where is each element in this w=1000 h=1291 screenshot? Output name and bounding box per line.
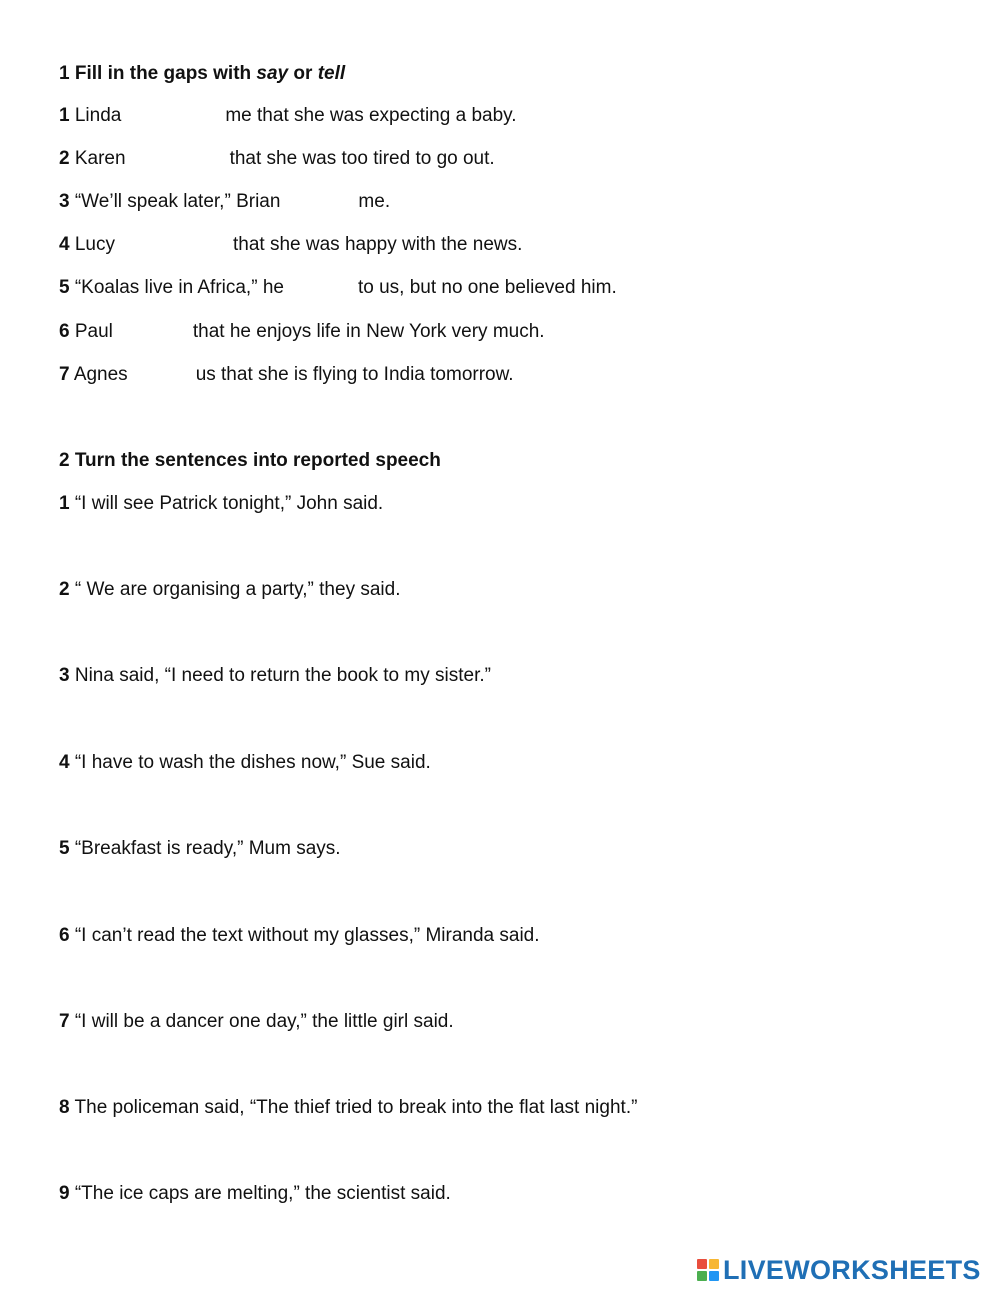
answer-gap[interactable] — [280, 192, 358, 212]
item-text: “I have to wash the dishes now,” Sue said. — [74, 752, 431, 773]
reported-speech-item-5 — [59, 837, 341, 861]
sentence-start: “We’ll speak later,” Brian — [74, 191, 281, 212]
sentence-number: 7 — [59, 364, 70, 385]
sentence-end: that she was happy with the news. — [233, 234, 523, 255]
sentence-start: Karen — [74, 148, 126, 169]
item-text: The policeman said, “The thief tried to break into the flat last night.” — [74, 1097, 638, 1118]
logo-block-icon — [697, 1271, 707, 1281]
section-1-number: 1 — [59, 63, 70, 84]
item-text: “ We are organising a party,” they said. — [74, 579, 401, 600]
section-2-heading — [59, 449, 441, 473]
logo-block-icon — [709, 1271, 719, 1281]
logo-block-icon — [709, 1259, 719, 1269]
liveworksheets-logo — [697, 1256, 981, 1284]
section-1-title-tell: tell — [317, 63, 346, 84]
reported-speech-item-3 — [59, 664, 491, 688]
section-2-title: Turn the sentences into reported speech — [74, 450, 441, 471]
item-number: 5 — [59, 838, 70, 859]
sentence-number: 1 — [59, 105, 70, 126]
sentence-number: 4 — [59, 234, 70, 255]
item-number: 7 — [59, 1011, 70, 1032]
item-number: 1 — [59, 493, 70, 514]
section-1-title: Fill in the gaps with — [74, 63, 257, 84]
sentence-end: me that she was expecting a baby. — [225, 105, 517, 126]
item-number: 8 — [59, 1097, 70, 1118]
sentence-end: me. — [358, 191, 391, 212]
reported-speech-item-1 — [59, 492, 383, 516]
item-text: “I can’t read the text without my glasses,” Miranda said. — [74, 925, 540, 946]
item-number: 2 — [59, 579, 70, 600]
gap-sentence-1 — [59, 104, 517, 128]
reported-speech-item-2 — [59, 578, 400, 602]
logo-text: LIVEWORKSHEETS — [723, 1254, 981, 1285]
section-2-number: 2 — [59, 450, 70, 471]
sentence-end: that he enjoys life in New York very much. — [192, 321, 545, 342]
answer-gap[interactable] — [115, 235, 233, 255]
item-text: “I will be a dancer one day,” the little girl said. — [74, 1011, 454, 1032]
item-number: 3 — [59, 665, 70, 686]
sentence-start: Paul — [74, 321, 113, 342]
sentence-start: Linda — [74, 105, 122, 126]
sentence-end: us that she is flying to India tomorrow. — [195, 364, 514, 385]
reported-speech-item-9 — [59, 1182, 451, 1206]
logo-block-icon — [697, 1259, 707, 1269]
reported-speech-item-4 — [59, 751, 431, 775]
sentence-start: Lucy — [74, 234, 115, 255]
section-1-heading — [59, 62, 345, 86]
logo-blocks-icon — [697, 1259, 719, 1281]
reported-speech-item-7 — [59, 1010, 454, 1034]
sentence-number: 3 — [59, 191, 70, 212]
gap-sentence-5 — [59, 276, 617, 300]
item-text: “I will see Patrick tonight,” John said. — [74, 493, 384, 514]
item-text: “The ice caps are melting,” the scientist said. — [74, 1183, 451, 1204]
item-text: Nina said, “I need to return the book to my sister.” — [74, 665, 491, 686]
gap-sentence-6 — [59, 320, 545, 344]
sentence-end: that she was too tired to go out. — [229, 148, 495, 169]
sentence-start: Agnes — [73, 364, 128, 385]
answer-gap[interactable] — [284, 278, 358, 298]
gap-sentence-4 — [59, 233, 522, 257]
section-1-title-or: or — [288, 63, 318, 84]
reported-speech-item-8 — [59, 1096, 637, 1120]
gap-sentence-2 — [59, 147, 495, 171]
item-number: 4 — [59, 752, 70, 773]
gap-sentence-7 — [59, 363, 514, 387]
sentence-number: 6 — [59, 321, 70, 342]
answer-gap[interactable] — [126, 149, 230, 169]
section-1-title-say: say — [256, 63, 289, 84]
item-number: 6 — [59, 925, 70, 946]
gap-sentence-3 — [59, 190, 390, 214]
sentence-end: to us, but no one believed him. — [357, 277, 617, 298]
sentence-number: 5 — [59, 277, 70, 298]
answer-gap[interactable] — [121, 106, 225, 126]
item-number: 9 — [59, 1183, 70, 1204]
sentence-start: “Koalas live in Africa,” he — [74, 277, 284, 298]
item-text: “Breakfast is ready,” Mum says. — [74, 838, 341, 859]
sentence-number: 2 — [59, 148, 70, 169]
answer-gap[interactable] — [113, 322, 193, 342]
answer-gap[interactable] — [128, 365, 196, 385]
reported-speech-item-6 — [59, 924, 540, 948]
